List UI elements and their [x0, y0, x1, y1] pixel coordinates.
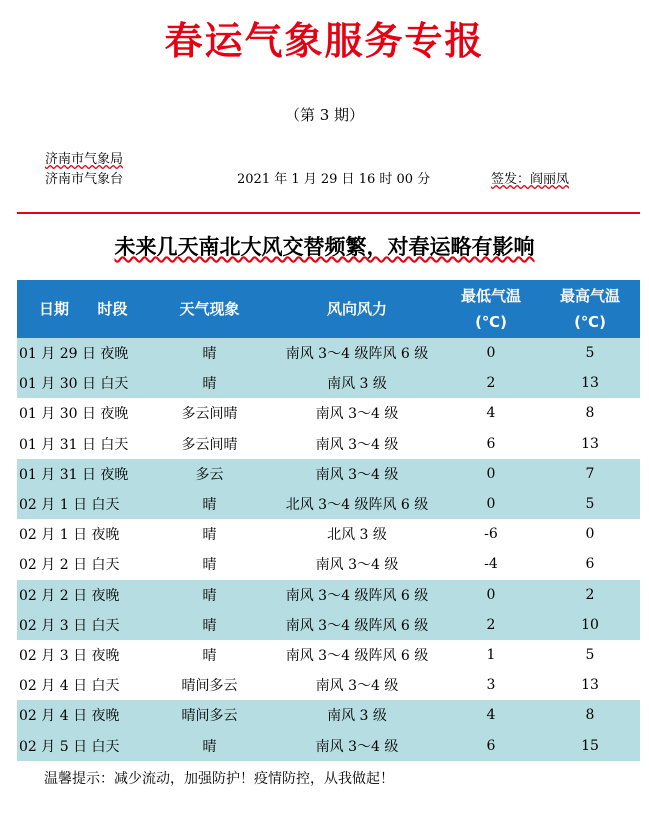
cell-tmin: 2: [442, 610, 540, 640]
cell-tmax: 8: [540, 398, 640, 428]
cell-tmin: 6: [442, 429, 540, 459]
cell-date-period: 02 月 4 日 夜晚: [17, 700, 147, 730]
cell-tmax: 6: [540, 549, 640, 579]
table-row: [17, 489, 640, 519]
header-tmin-unit: (℃): [475, 313, 507, 331]
cell-date-period: 02 月 1 日 白天: [17, 489, 147, 519]
cell-date-period: 02 月 2 日 白天: [17, 549, 147, 579]
header-tmax-unit: (℃): [574, 313, 606, 331]
cell-weather: 晴: [147, 610, 272, 640]
cell-wind: 南风 3～4 级阵风 6 级: [272, 338, 442, 368]
cell-date-period: 01 月 29 日 夜晚: [17, 338, 147, 368]
cell-wind: 南风 3 级: [272, 700, 442, 730]
footer-tip: 温馨提示：减少流动，加强防护！疫情防控，从我做起！: [44, 771, 394, 787]
cell-tmin: 1: [442, 640, 540, 670]
issuer-observatory: 济南市气象台: [45, 172, 124, 187]
cell-weather: 晴: [147, 549, 272, 579]
cell-tmax: 8: [540, 700, 640, 730]
cell-date-period: 02 月 1 日 夜晚: [17, 519, 147, 549]
cell-tmin: 0: [442, 459, 540, 489]
cell-weather: 晴: [147, 580, 272, 610]
cell-wind: 南风 3～4 级: [272, 730, 442, 760]
cell-wind: 南风 3～4 级: [272, 459, 442, 489]
cell-tmax: 13: [540, 429, 640, 459]
cell-wind: 南风 3～4 级: [272, 549, 442, 579]
cell-wind: 北风 3 级: [272, 519, 442, 549]
cell-weather: 晴: [147, 519, 272, 549]
header-period: 时段: [97, 300, 128, 318]
header-tmin: [442, 280, 540, 338]
cell-date-period: 02 月 3 日 夜晚: [17, 640, 147, 670]
cell-tmin: 2: [442, 368, 540, 398]
cell-tmax: 7: [540, 459, 640, 489]
table-row: [17, 459, 640, 489]
header-date: 日期: [39, 300, 70, 318]
signatory: 签发：阎丽凤: [491, 172, 570, 187]
cell-weather: 晴间多云: [147, 700, 272, 730]
issuer-bureau: 济南市气象局: [45, 152, 124, 167]
cell-tmax: 2: [540, 580, 640, 610]
cell-weather: 多云间晴: [147, 398, 272, 428]
cell-weather: 晴: [147, 730, 272, 760]
cell-weather: 晴: [147, 640, 272, 670]
cell-wind: 南风 3～4 级: [272, 398, 442, 428]
cell-wind: 南风 3 级: [272, 368, 442, 398]
cell-wind: 南风 3～4 级: [272, 429, 442, 459]
table-row: [17, 730, 640, 760]
cell-weather: 晴: [147, 338, 272, 368]
cell-tmax: 5: [540, 338, 640, 368]
issue-number: （第 3 期）: [284, 106, 365, 124]
header-tmin-label: 最低气温: [460, 287, 521, 305]
cell-wind: 南风 3～4 级阵风 6 级: [272, 610, 442, 640]
cell-tmax: 15: [540, 730, 640, 760]
header-wind: 风向风力: [272, 280, 442, 338]
table-row: [17, 519, 640, 549]
table-row: [17, 700, 640, 730]
cell-date-period: 02 月 5 日 白天: [17, 730, 147, 760]
cell-tmin: 0: [442, 580, 540, 610]
header-tmax-label: 最高气温: [559, 287, 620, 305]
forecast-table: [17, 280, 640, 761]
cell-tmax: 13: [540, 368, 640, 398]
cell-tmax: 10: [540, 610, 640, 640]
cell-tmin: 3: [442, 670, 540, 700]
cell-weather: 多云: [147, 459, 272, 489]
table-row: [17, 429, 640, 459]
cell-tmin: 0: [442, 338, 540, 368]
cell-tmax: 5: [540, 489, 640, 519]
table-row: [17, 398, 640, 428]
cell-tmin: 6: [442, 730, 540, 760]
cell-tmax: 0: [540, 519, 640, 549]
cell-weather: 晴: [147, 368, 272, 398]
cell-wind: 南风 3～4 级阵风 6 级: [272, 640, 442, 670]
cell-date-period: 01 月 30 日 白天: [17, 368, 147, 398]
cell-date-period: 01 月 30 日 夜晚: [17, 398, 147, 428]
cell-tmin: -6: [442, 519, 540, 549]
table-row: [17, 368, 640, 398]
table-header-row: [17, 280, 640, 338]
cell-date-period: 02 月 2 日 夜晚: [17, 580, 147, 610]
issue-date: 2021 年 1 月 29 日 16 时 00 分: [237, 172, 431, 187]
cell-date-period: 02 月 3 日 白天: [17, 610, 147, 640]
cell-tmin: -4: [442, 549, 540, 579]
cell-date-period: 01 月 31 日 白天: [17, 429, 147, 459]
cell-weather: 多云间晴: [147, 429, 272, 459]
table-row: [17, 580, 640, 610]
header-tmax: [540, 280, 640, 338]
headline: 未来几天南北大风交替频繁，对春运略有影响: [114, 234, 535, 259]
report-title: 春运气象服务专报: [164, 19, 485, 63]
cell-tmax: 13: [540, 670, 640, 700]
table-row: [17, 610, 640, 640]
cell-wind: 南风 3～4 级阵风 6 级: [272, 580, 442, 610]
table-row: [17, 549, 640, 579]
cell-tmin: 0: [442, 489, 540, 519]
cell-tmin: 4: [442, 700, 540, 730]
cell-weather: 晴: [147, 489, 272, 519]
cell-tmin: 4: [442, 398, 540, 428]
header-weather: 天气现象: [147, 280, 272, 338]
table-row: [17, 640, 640, 670]
cell-weather: 晴间多云: [147, 670, 272, 700]
cell-date-period: 02 月 4 日 白天: [17, 670, 147, 700]
header-date-period: [17, 280, 147, 338]
cell-date-period: 01 月 31 日 夜晚: [17, 459, 147, 489]
table-row: [17, 338, 640, 368]
cell-wind: 北风 3～4 级阵风 6 级: [272, 489, 442, 519]
table-row: [17, 670, 640, 700]
cell-wind: 南风 3～4 级: [272, 670, 442, 700]
cell-tmax: 5: [540, 640, 640, 670]
red-divider: [17, 212, 640, 214]
